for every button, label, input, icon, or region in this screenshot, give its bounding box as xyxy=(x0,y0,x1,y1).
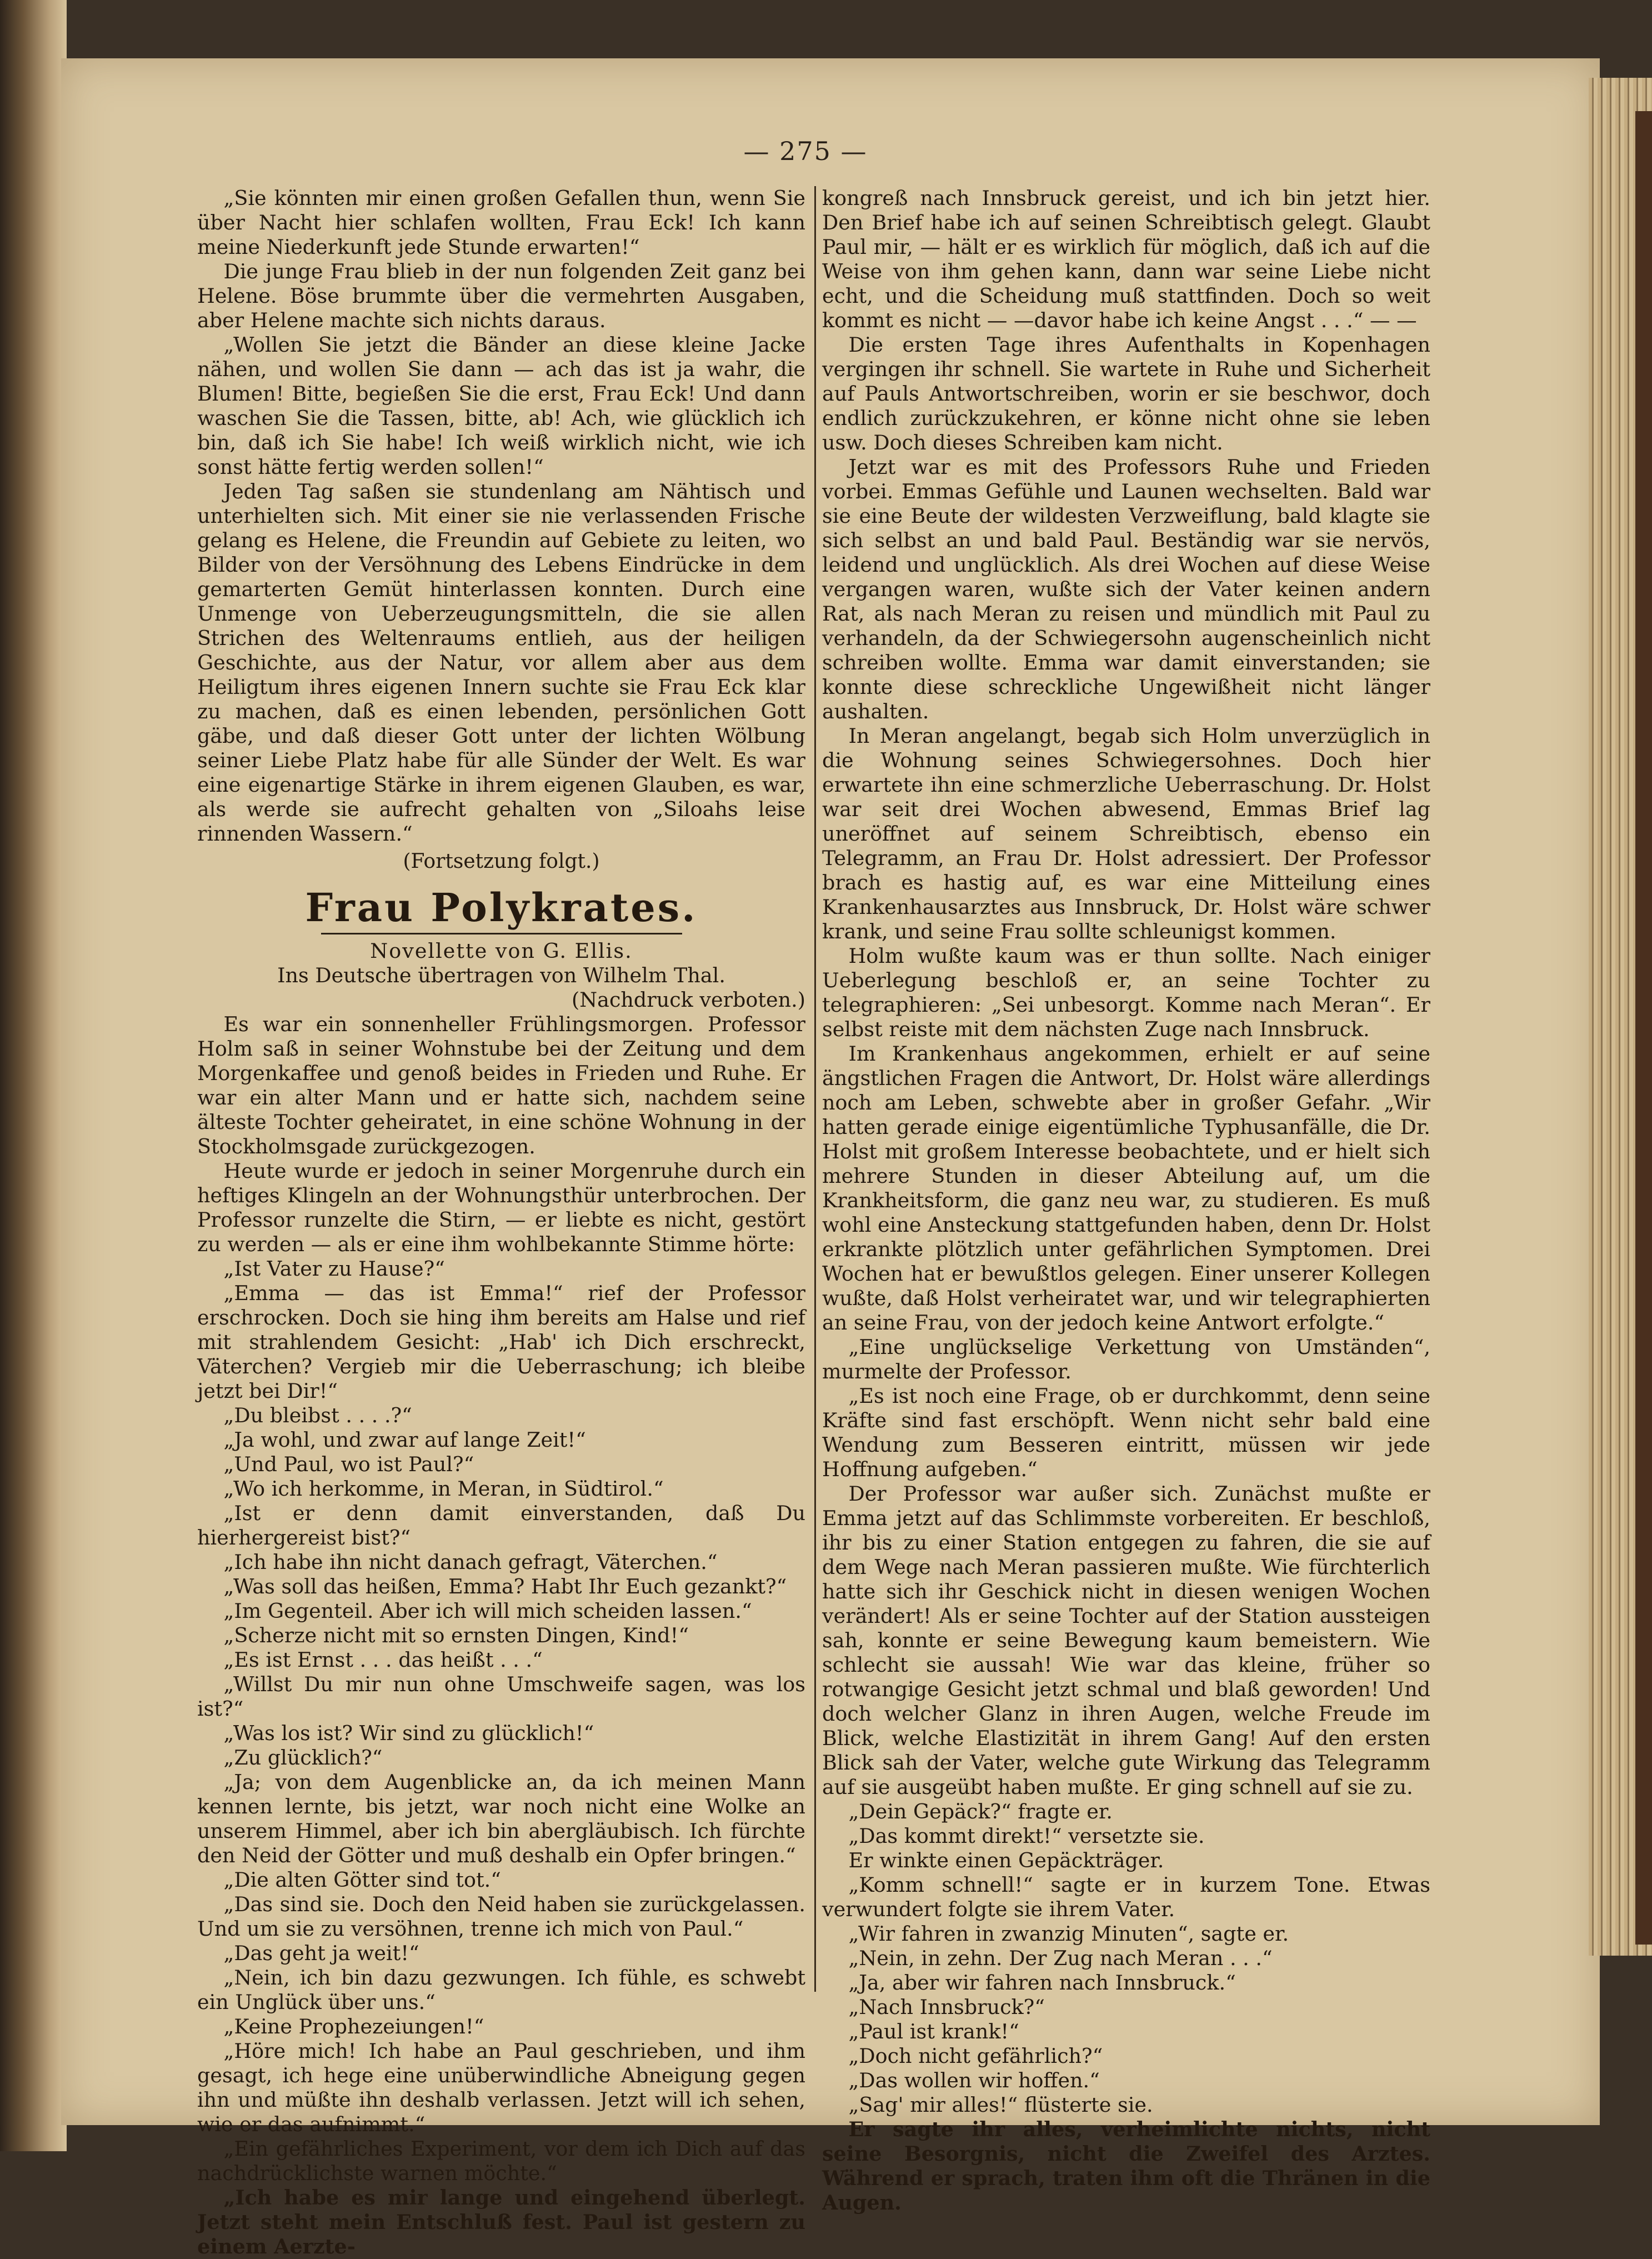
dialogue-line: „Scherze nicht mit so ernsten Dingen, Kind!“ xyxy=(223,1623,689,1647)
dialogue-line: „Wo ich herkomme, in Meran, in Südtirol.“ xyxy=(223,1477,664,1501)
dialogue-line: „Komm schnell!“ sagte er in kurzem Tone. Etwas verwundert folgte sie ihrem Vater. xyxy=(822,1873,1430,1921)
paragraph: Heute wurde er jedoch in seiner Morgenruhe durch ein heftiges Klingeln an der Wohnungsthür unterbrochen. Der Professor runzelte die Stirn, — er liebte es nicht, gestört zu werden — als er eine ihm wohlbekannte Stimme hörte: xyxy=(197,1159,805,1256)
dialogue-line: „Es ist Ernst . . . das heißt . . .“ xyxy=(223,1648,543,1672)
right-column xyxy=(822,186,1430,2215)
dialogue-line: „Das kommt direkt!“ versetzte sie. xyxy=(848,1824,1205,1848)
paragraph: Die ersten Tage ihres Aufenthalts in Kopenhagen vergingen ihr schnell. Sie wartete in Ruhe und Sicherheit auf Pauls Antwortschreiben, worin er sie beschwor, doch endlich zurückzukehren, er könne nicht ohne sie leben usw. Doch dieses Schreiben kam nicht. xyxy=(822,333,1430,454)
paragraph: Die junge Frau blieb in der nun folgenden Zeit ganz bei Helene. Böse brummte über die vermehrten Ausgaben, aber Helene machte sich nichts daraus. xyxy=(197,259,805,332)
paragraph: „Wollen Sie jetzt die Bänder an diese kleine Jacke nähen, und wollen Sie dann — ach das ist ja wahr, die Blumen! Bitte, begießen Sie die erst, Frau Eck! Und dann waschen Sie die Tassen, bitte, ab! Ach, wie glücklich ich bin, daß ich Sie habe! Ich weiß wirklich nicht, wie ich sonst hätte fertig werden sollen!“ xyxy=(197,333,805,479)
dialogue-line: „Nein, ich bin dazu gezwungen. Ich fühle, es schwebt ein Unglück über uns.“ xyxy=(197,1966,805,2014)
dialogue-line: „Ja wohl, und zwar auf lange Zeit!“ xyxy=(223,1428,586,1452)
continuation-note: (Fortsetzung folgt.) xyxy=(403,850,600,873)
paragraph: Im Krankenhaus angekommen, erhielt er auf seine ängstlichen Fragen die Antwort, Dr. Holst wäre allerdings noch am Leben, schwebte aber in großer Gefahr. „Wir hatten gerade einige eigentümliche Typhusanfälle, die Dr. Holst mit großem Interesse beobachtete, und er hielt sich mehrere Stunden in dieser Abteilung auf, um die Krankheitsform, die ganz neu war, zu studieren. Es muß wohl eine Ansteckung stattgefunden haben, denn Dr. Holst erkrankte plötzlich unter gefährlichen Symptomen. Drei Wochen hat er bewußtlos gelegen. Einer unserer Kollegen wußte, daß Holst verheiratet war, und wir telegraphierten an seine Frau, von der jedoch keine Antwort erfolgte.“ xyxy=(822,1042,1430,1335)
dialogue-line: „Ja, aber wir fahren nach Innsbruck.“ xyxy=(848,1971,1236,1995)
page-number: — 275 — xyxy=(743,136,868,166)
paragraph: „Sie könnten mir einen großen Gefallen thun, wenn Sie über Nacht hier schlafen wollten, Frau Eck! Ich kann meine Niederkunft jede Stunde erwarten!“ xyxy=(197,186,805,259)
dialogue-line: „Emma — das ist Emma!“ rief der Professor erschrocken. Doch sie hing ihm bereits am Halse und rief mit strahlendem Gesicht: „Hab' ich Dich erschreckt, Väterchen? Vergieb mir die Ueberraschung; ich bleibe jetzt bei Dir!“ xyxy=(197,1281,805,1403)
dialogue-line: „Im Gegenteil. Aber ich will mich scheiden lassen.“ xyxy=(223,1599,752,1623)
dialogue-line: „Keine Prophezeiungen!“ xyxy=(223,2015,484,2038)
byline: Novellette von G. Ellis. xyxy=(370,939,633,963)
paragraph: Jetzt war es mit des Professors Ruhe und Frieden vorbei. Emmas Gefühle und Launen wechselten. Bald war sie eine Beute der wildesten Verzweiflung, bald klagte sie sich selbst an und bald Paul. Beständig war sie nervös, leidend und unglücklich. Als drei Wochen auf diese Weise vergangen waren, wußte sich der Vater keinen andern Rat, als nach Meran zu reisen und mündlich mit Paul zu verhandeln, da der Schwiegersohn augenscheinlich nicht schreiben wollte. Emma war damit einverstanden; sie konnte diese schreckliche Ungewißheit nicht länger aushalten. xyxy=(822,455,1430,723)
title-underline xyxy=(321,933,682,934)
dialogue-line: „Was los ist? Wir sind zu glücklich!“ xyxy=(223,1721,594,1745)
dialogue-line: „Willst Du mir nun ohne Umschweife sagen, was los ist?“ xyxy=(197,1672,805,1721)
paragraph: Der Professor war außer sich. Zunächst mußte er Emma jetzt auf das Schlimmste vorbereiten. Er beschloß, ihr bis zu einer Station entgegen zu fahren, die sie auf dem Wege nach Meran passieren mußte. Wie fürchterlich hatte sich ihr Geschick nicht in diesen wenigen Wochen verändert! Als er seine Tochter auf der Station aussteigen sah, konnte er seine Bewegung kaum bemeistern. Wie schlecht sie aussah! Wie war das kleine, früher so rotwangige Gesicht jetzt schmal und blaß geworden! Und doch welcher Glanz in ihren Augen, welche Freude im Blick, welche Elastizität in ihrem Gang! Auf den ersten Blick sah der Vater, welche gute Wirkung das Telegramm auf sie ausgeübt haben mußte. Er ging schnell auf sie zu. xyxy=(822,1482,1430,1799)
dialogue-line: „Es ist noch eine Frage, ob er durchkommt, denn seine Kräfte sind fast erschöpft. Wenn nicht sehr bald eine Wendung zum Besseren eintritt, müssen wir jede Hoffnung aufgeben.“ xyxy=(822,1384,1430,1481)
dialogue-line: „Nein, in zehn. Der Zug nach Meran . . .“ xyxy=(848,1946,1273,1970)
dialogue-line: „Höre mich! Ich habe an Paul geschrieben, und ihm gesagt, ich hege eine unüberwindliche Abneigung gegen ihn und müßte ihn deshalb verlassen. Jetzt will ich sehen, wie er das aufnimmt.“ xyxy=(197,2039,805,2136)
paragraph: Holm wußte kaum was er thun sollte. Nach einiger Ueberlegung beschloß er, an seine Tochter zu telegraphieren: „Sei unbesorgt. Komme nach Meran“. Er selbst reiste mit dem nächsten Zuge nach Innsbruck. xyxy=(822,944,1430,1041)
dialogue-line: „Ja; von dem Augenblicke an, da ich meinen Mann kennen lernte, bis jetzt, war noch nicht eine Wolke an unserem Himmel, aber ich bin abergläubisch. Ich fürchte den Neid der Götter und muß deshalb ein Opfer bringen.“ xyxy=(197,1770,805,1867)
dialogue-line: „Eine unglückselige Verkettung von Umständen“, murmelte der Professor. xyxy=(822,1335,1430,1383)
column-divider xyxy=(814,186,816,1992)
paragraph: Es war ein sonnenheller Frühlingsmorgen. Professor Holm saß in seiner Wohnstube bei der Zeitung und dem Morgenkaffee und genoß beides in Frieden und Ruhe. Er war ein alter Mann und er hatte sich, nachdem seine älteste Tochter geheiratet, in eine schöne Wohnung in der Stockholmsgade zurückgezogen. xyxy=(197,1012,805,1158)
dialogue-line: „Du bleibst . . . .?“ xyxy=(223,1403,412,1427)
story-title: Frau Polykrates. xyxy=(305,884,698,931)
dialogue-line: „Dein Gepäck?“ fragte er. xyxy=(848,1800,1113,1823)
left-column xyxy=(197,186,805,2259)
book-cover-edge xyxy=(1635,111,1652,1945)
dialogue-line: „Ist er denn damit einverstanden, daß Du hierhergereist bist?“ xyxy=(197,1501,805,1550)
translation-credit: Ins Deutsche übertragen von Wilhelm Thal. xyxy=(277,963,725,987)
dialogue-line: „Die alten Götter sind tot.“ xyxy=(223,1868,501,1892)
reprint-notice: (Nachdruck verboten.) xyxy=(572,988,805,1012)
dialogue-line: „Was soll das heißen, Emma? Habt Ihr Euch gezankt?“ xyxy=(223,1575,787,1598)
dialogue-line: „Nach Innsbruck?“ xyxy=(848,1995,1045,2019)
dialogue-line: „Paul ist krank!“ xyxy=(848,2020,1019,2043)
dialogue-line: „Wir fahren in zwanzig Minuten“, sagte er. xyxy=(848,1922,1289,1946)
paragraph: Jeden Tag saßen sie stundenlang am Nähtisch und unterhielten sich. Mit einer sie nie verlassenden Frische gelang es Helene, die Freundin auf Gebiete zu leiten, wo Bilder von der Versöhnung des Lebens Eindrücke in dem gemarterten Gemüt hinterlassen konnten. Durch eine Unmenge von Ueberzeugungsmitteln, die sie allen Strichen des Weltenraums entlieh, aus der heiligen Geschichte, aus der Natur, vor allem aber aus dem Heiligtum ihres eigenen Innern suchte sie Frau Eck klar zu machen, daß es einen lebenden, persönlichen Gott gäbe, und daß dieser Gott unter der lichten Wölbung seiner Liebe Platz habe für alle Sünder der Welt. Es war eine eigenartige Stärke in ihrem eigenen Glauben, es war, als werde sie aufrecht gehalten von „Siloahs leise rinnenden Wassern.“ xyxy=(197,479,805,846)
dialogue-line: „Ich habe es mir lange und eingehend überlegt. Jetzt steht mein Entschluß fest. Paul ist gestern zu einem Aerzte- xyxy=(197,2186,805,2258)
dialogue-line: „Ist Vater zu Hause?“ xyxy=(223,1257,445,1281)
dialogue-line: „Das wollen wir hoffen.“ xyxy=(848,2068,1100,2092)
paragraph: Er winkte einen Gepäckträger. xyxy=(848,1848,1164,1872)
paragraph: kongreß nach Innsbruck gereist, und ich bin jetzt hier. Den Brief habe ich auf seinen Schreibtisch gelegt. Glaubt Paul mir, — hält er es wirklich für möglich, daß ich auf die Weise von ihm gehen kann, dann war seine Liebe nicht echt, und die Scheidung muß stattfinden. Doch so weit kommt es nicht — —davor habe ich keine Angst . . .“ — — xyxy=(822,186,1430,332)
book-gutter xyxy=(0,0,67,2151)
dialogue-line: „Und Paul, wo ist Paul?“ xyxy=(223,1452,474,1476)
dialogue-line: „Ein gefährliches Experiment, vor dem ich Dich auf das nachdrücklichste warnen möchte.“ xyxy=(197,2137,805,2185)
dialogue-line: „Doch nicht gefährlich?“ xyxy=(848,2044,1103,2068)
dialogue-line: „Sag' mir alles!“ flüsterte sie. xyxy=(848,2093,1153,2117)
paragraph: In Meran angelangt, begab sich Holm unverzüglich in die Wohnung seines Schwiegersohnes. Doch hier erwartete ihn eine schmerzliche Ueberraschung. Dr. Holst war seit drei Wochen abwesend, Emmas Brief lag uneröffnet auf seinem Schreibtisch, ebenso ein Telegramm, an Frau Dr. Holst adressiert. Der Professor brach es hastig auf, es war eine Mitteilung eines Krankenhausarztes aus Innsbruck, Dr. Holst wäre schwer krank, und seine Frau sollte schleunigst kommen. xyxy=(822,724,1430,943)
dialogue-line: „Zu glücklich?“ xyxy=(223,1746,383,1770)
dialogue-line: „Das sind sie. Doch den Neid haben sie zurückgelassen. Und um sie zu versöhnen, trenne ich mich von Paul.“ xyxy=(197,1892,805,1941)
dialogue-line: „Ich habe ihn nicht danach gefragt, Väterchen.“ xyxy=(223,1550,718,1574)
dialogue-line: „Das geht ja weit!“ xyxy=(223,1941,419,1965)
paragraph: Er sagte ihr alles, verheimlichte nichts, nicht seine Besorgnis, nicht die Zweifel des Arztes. Während er sprach, traten ihm oft die Thränen in die Augen. xyxy=(822,2117,1430,2215)
